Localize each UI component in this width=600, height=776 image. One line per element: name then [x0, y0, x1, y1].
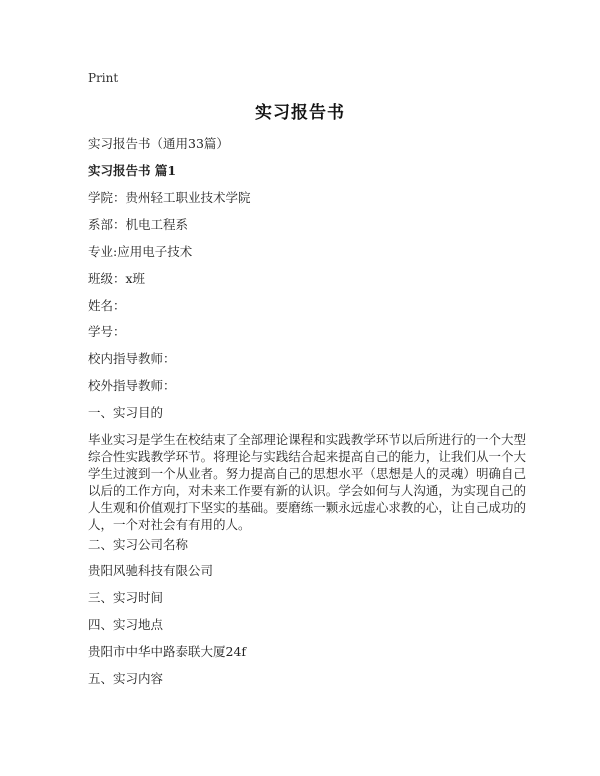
- purpose-heading: 一、实习目的: [88, 405, 164, 420]
- field-department: 系部：机电工程系: [88, 217, 189, 232]
- company-heading: 二、实习公司名称: [88, 537, 189, 552]
- field-college: 学院：贵州轻工职业技术学院: [88, 190, 251, 205]
- section-heading: 实习报告书 篇1: [88, 163, 177, 178]
- location-heading: 四、实习地点: [88, 617, 164, 632]
- purpose-paragraph: 毕业实习是学生在校结束了全部理论课程和实践教学环节以后所进行的一个大型综合性实践教学环节。将理论与实践结合起来提高自己的能力，让我们从一个大学生过渡到一个从业者。努力提高自己的思想水平（思想是人的灵魂）明确自己以后的工作方向，对未来工作要有新的认识。学会如何与人沟通，为实现自己的人生观和价值观打下坚实的基础。要磨练一颗永远虚心求教的心，让自己成功的人，一个对社会有有用的人。: [88, 432, 526, 532]
- field-class: 班级：x班: [88, 271, 146, 286]
- location-value: 贵阳市中华中路泰联大厦24f: [88, 644, 247, 659]
- company-name: 贵阳风驰科技有限公司: [88, 563, 214, 578]
- field-name: 姓名：: [88, 298, 126, 313]
- field-student-id: 学号：: [88, 324, 126, 339]
- print-label[interactable]: Print: [88, 71, 119, 85]
- field-external-advisor: 校外指导教师：: [88, 378, 176, 393]
- field-internal-advisor: 校内指导教师：: [88, 351, 176, 366]
- content-heading: 五、实习内容: [88, 671, 164, 686]
- page-title: 实习报告书: [255, 103, 345, 123]
- field-major: 专业:应用电子技术: [88, 244, 193, 259]
- time-heading: 三、实习时间: [88, 590, 164, 605]
- document-subtitle: 实习报告书（通用33篇）: [88, 136, 229, 151]
